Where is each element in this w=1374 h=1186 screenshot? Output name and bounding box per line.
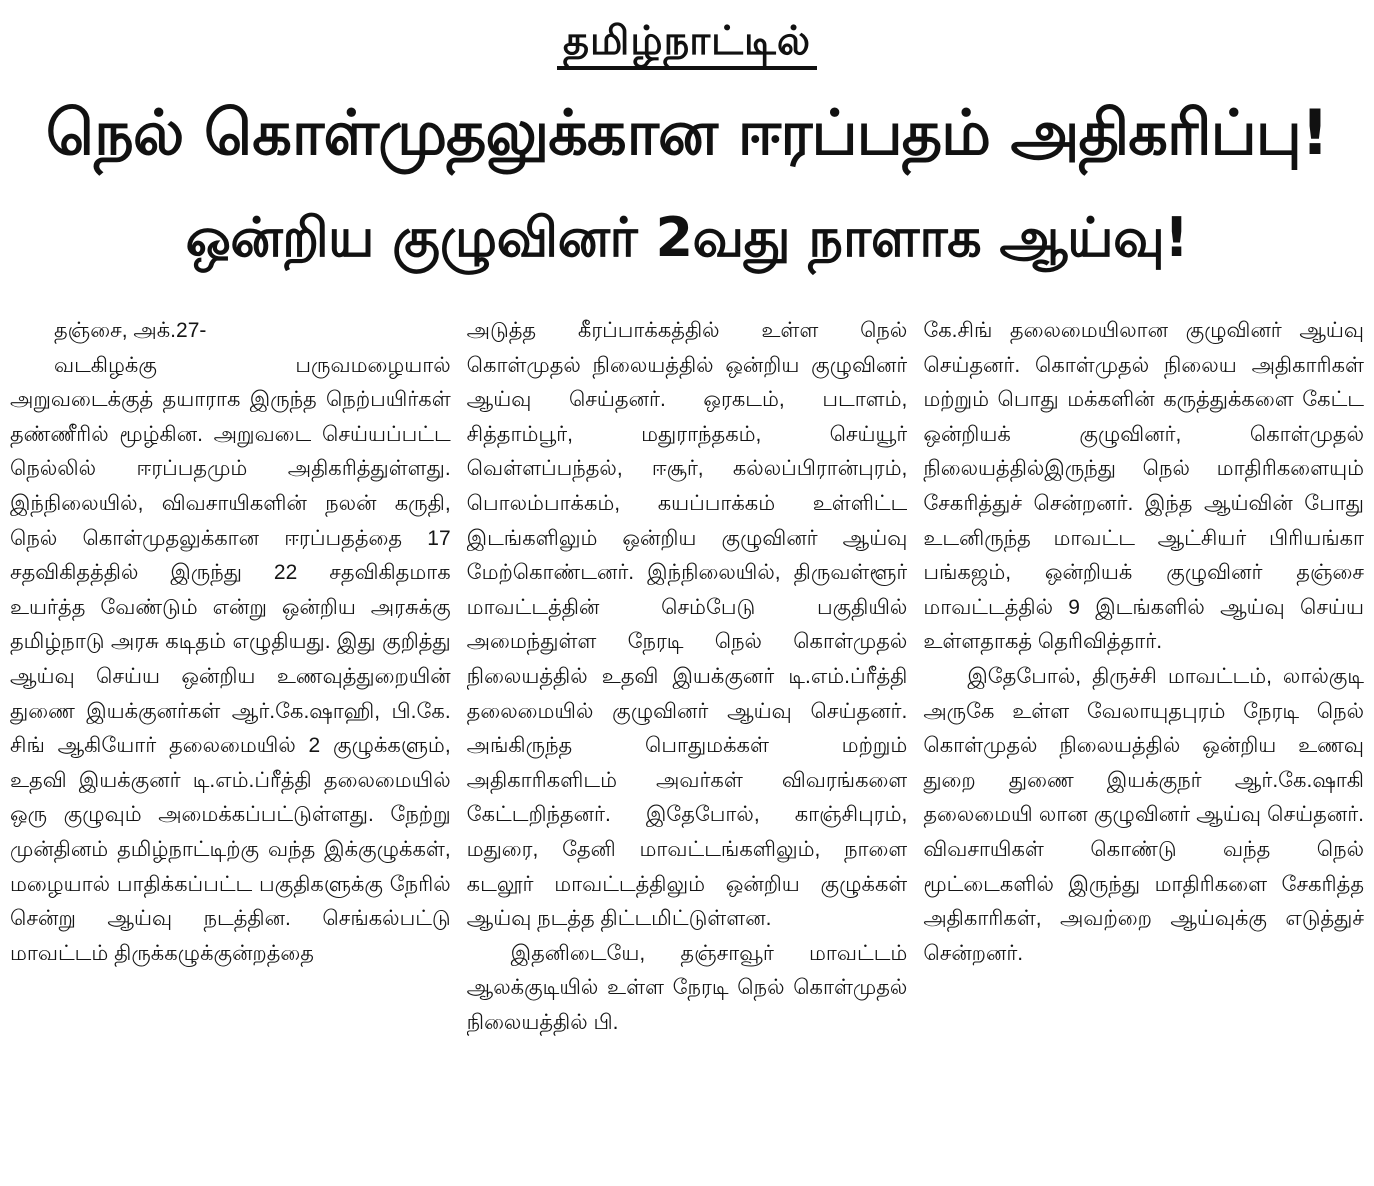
column-2 <box>467 314 908 1174</box>
subheadline: ஒன்றிய குழுவினர் 2வது நாளாக ஆய்வு! <box>185 206 1189 269</box>
paragraph: அடுத்த கீரப்பாக்கத்தில் உள்ள நெல் கொள்முதல் நிலையத்தில் ஒன்றிய குழுவினர் ஆய்வு செய்தனர். ஒரகடம், படாளம், சித்தாம்பூர், மதுராந்தகம், செய்யூர் வெள்ளப்பந்தல், ஈசூர், கல்லப்பிரான்புரம், பொலம்பாக்கம், கயப்பாக்கம் உள்ளிட்ட இடங்களிலும் ஒன்றிய குழுவினர் ஆய்வு மேற்கொண்டனர். இந்நிலையில், திருவள்ளூர் மாவட்டத்தின் செம்பேடு பகுதியில் அமைந்துள்ள நேரடி நெல் கொள்முதல் நிலையத்தில் உதவி இயக்குனர் டி.எம்.ப்ரீத்தி தலைமையில் குழுவினர் ஆய்வு செய்தனர். அங்கிருந்த பொதுமக்கள் மற்றும் அதிகாரிகளிடம் அவர்கள் விவரங்களை கேட்டறிந்தனர். இதேபோல், காஞ்சிபுரம், மதுரை, தேனி மாவட்டங்களிலும், நாளை கடலூர் மாவட்டத்திலும் ஒன்றிய குழுக்கள் ஆய்வு நடத்த திட்டமிட்டுள்ளன. <box>466 319 908 931</box>
kicker-heading <box>0 18 1374 69</box>
article-body <box>10 314 1364 1174</box>
paragraph: கே.சிங் தலைமையிலான குழுவினர் ஆய்வு செய்தனர். கொள்முதல் நிலைய அதிகாரிகள் மற்றும் பொது மக்களின் கருத்துக்களை கேட்ட ஒன்றியக் குழுவினர், கொள்முதல் நிலையத்தில்இருந்து நெல் மாதிரிகளையும் சேகரித்துச் சென்றனர். இந்த ஆய்வின் போது உடனிருந்த மாவட்ட ஆட்சியர் பிரியங்கா பங்கஜம், ஒன்றியக் குழுவினர் தஞ்சை மாவட்டத்தில் 9 இடங்களில் ஆய்வு செய்ய உள்ளதாகத் தெரிவித்தார். <box>923 319 1365 654</box>
headline: நெல் கொள்முதலுக்கான ஈரப்பதம் அதிகரிப்பு! <box>45 96 1329 169</box>
paragraph: வடகிழக்கு பருவமழையால் அறுவடைக்குத் தயாராக இருந்த நெற்பயிர்கள் தண்ணீரில் மூழ்கின. அறுவடை செய்யப்பட்ட நெல்லில் ஈரப்பதமும் அதிகரித்துள்ளது. இந்நிலையில், விவசாயிகளின் நலன் கருதி, நெல் கொள்முதலுக்கான ஈரப்பதத்தை 17 சதவிகிதத்தில் இருந்து 22 சதவிகிதமாக உயர்த்த வேண்டும் என்று ஒன்றிய அரசுக்கு தமிழ்நாடு அரசு கடிதம் எழுதியது. இது குறித்து ஆய்வு செய்ய ஒன்றிய உணவுத்துறையின் துணை இயக்குனர்கள் ஆர்.கே.ஷாஹி, பி.கே. சிங் ஆகியோர் தலைமையில் 2 குழுக்களும், உதவி இயக்குனர் டி.எம்.ப்ரீத்தி தலைமையில் ஒரு குழுவும் அமைக்கப்பட்டுள்ளது. நேற்று முன்தினம் தமிழ்நாட்டிற்கு வந்த இக்குழுக்கள், மழையால் பாதிக்கப்பட்ட பகுதிகளுக்கு நேரில் சென்று ஆய்வு நடத்தின. செங்கல்பட்டு மாவட்டம் திருக்கழுக்குன்றத்தை <box>10 353 451 965</box>
column-1 <box>10 314 451 1174</box>
kicker-text: தமிழ்நாட்டில் <box>557 18 817 70</box>
paragraph: இதேபோல், திருச்சி மாவட்டம், லால்குடி அருகே உள்ள வேலாயுதபுரம் நேரடி நெல் கொள்முதல் நிலையத்தில் ஒன்றிய உணவு துறை துணை இயக்குநர் ஆர்.கே.ஷாகி தலைமையி லான குழுவினர் ஆய்வு செய்தனர். விவசாயிகள் கொண்டு வந்த நெல் மூட்டைகளில் இருந்து மாதிரிகளை சேகரித்த அதிகாரிகள், அவற்றை ஆய்வுக்கு எடுத்துச் சென்றனர். <box>923 664 1365 965</box>
dateline: தஞ்சை, அக்.27- <box>54 319 207 342</box>
paragraph: இதனிடையே, தஞ்சாவூர் மாவட்டம் ஆலக்குடியில் உள்ள நேரடி நெல் கொள்முதல் நிலையத்தில் பி. <box>466 941 908 1034</box>
column-3 <box>923 314 1364 1174</box>
